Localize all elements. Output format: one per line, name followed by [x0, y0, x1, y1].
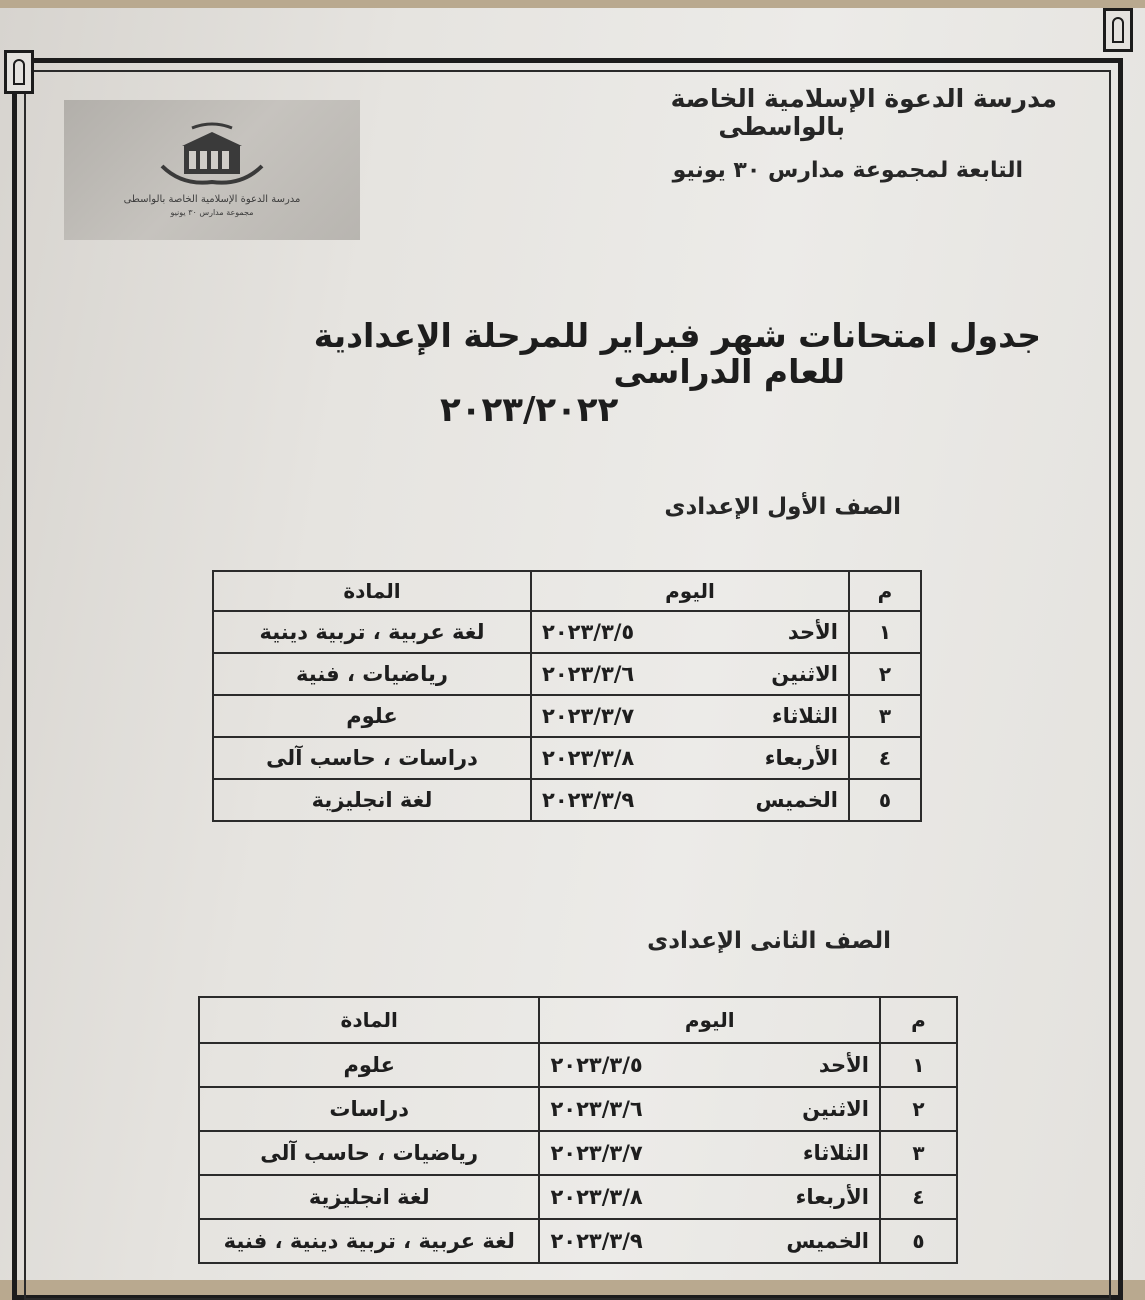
page-title: جدول امتحانات شهر فبراير للمرحلة الإعدادية: [313, 316, 1041, 355]
day-name: الأربعاء: [795, 1185, 869, 1209]
school-name: مدرسة الدعوة الإسلامية الخاصة: [670, 84, 1057, 113]
row-number: ٥: [880, 1219, 957, 1263]
school-logo: [64, 100, 360, 240]
row-subject: لغة عربية ، تربية دينية: [213, 611, 531, 653]
row-day: [539, 1175, 879, 1219]
border-corner-ornament-right: [1103, 8, 1133, 52]
row-subject: دراسات: [199, 1087, 539, 1131]
row-subject: علوم: [213, 695, 531, 737]
table-row: [213, 653, 921, 695]
row-number: ٢: [849, 653, 921, 695]
day-date: ٢٠٢٣/٣/٧: [550, 1141, 643, 1165]
row-day: [531, 611, 849, 653]
table-row: [213, 695, 921, 737]
day-name: الاثنين: [802, 1097, 869, 1121]
day-date: ٢٠٢٣/٣/٥: [542, 620, 635, 644]
row-subject: رياضيات ، فنية: [213, 653, 531, 695]
table-row: [213, 611, 921, 653]
table-row: [199, 1043, 957, 1087]
row-day: [539, 1087, 879, 1131]
header-day: اليوم: [539, 997, 879, 1043]
day-name: الثلاثاء: [771, 704, 838, 728]
day-date: ٢٠٢٣/٣/٨: [550, 1185, 643, 1209]
header-num: م: [849, 571, 921, 611]
table-row: [199, 1219, 957, 1263]
school-location: بالواسطى: [718, 112, 845, 141]
day-name: الأربعاء: [764, 746, 838, 770]
header-subject: المادة: [199, 997, 539, 1043]
row-subject: لغة انجليزية: [199, 1175, 539, 1219]
row-day: [539, 1131, 879, 1175]
day-date: ٢٠٢٣/٣/٦: [542, 662, 635, 686]
page-title-continued: للعام الدراسى: [613, 352, 845, 391]
day-date: ٢٠٢٣/٣/٩: [550, 1229, 643, 1253]
logo-subcaption: مجموعة مدارس ٣٠ يونيو: [170, 208, 254, 217]
row-subject: لغة انجليزية: [213, 779, 531, 821]
table-header-row: [199, 997, 957, 1043]
row-number: ٣: [880, 1131, 957, 1175]
day-date: ٢٠٢٣/٣/٩: [542, 788, 635, 812]
day-name: الخميس: [755, 788, 838, 812]
row-number: ٢: [880, 1087, 957, 1131]
grade1-title: الصف الأول الإعدادى: [664, 494, 901, 520]
border-corner-ornament-left: [4, 50, 34, 94]
table-header-row: [213, 571, 921, 611]
table-row: [199, 1087, 957, 1131]
school-building-logo-icon: [152, 122, 272, 192]
grade1-schedule-table: [212, 570, 922, 822]
header-subject: المادة: [213, 571, 531, 611]
academic-year: ٢٠٢٣/٢٠٢٢: [440, 390, 619, 430]
header-num: م: [880, 997, 957, 1043]
table-row: [213, 737, 921, 779]
row-number: ٣: [849, 695, 921, 737]
day-date: ٢٠٢٣/٣/٧: [542, 704, 635, 728]
table-row: [199, 1175, 957, 1219]
row-number: ٥: [849, 779, 921, 821]
grade2-title: الصف الثانى الإعدادى: [647, 928, 891, 954]
day-name: الخميس: [786, 1229, 869, 1253]
day-date: ٢٠٢٣/٣/٦: [550, 1097, 643, 1121]
row-subject: علوم: [199, 1043, 539, 1087]
day-name: الاثنين: [771, 662, 838, 686]
day-name: الأحد: [787, 620, 838, 644]
day-name: الثلاثاء: [802, 1141, 869, 1165]
row-number: ٤: [849, 737, 921, 779]
row-number: ١: [849, 611, 921, 653]
row-subject: رياضيات ، حاسب آلى: [199, 1131, 539, 1175]
row-day: [539, 1043, 879, 1087]
header-day: اليوم: [531, 571, 849, 611]
row-number: ١: [880, 1043, 957, 1087]
school-group: التابعة لمجموعة مدارس ٣٠ يونيو: [672, 158, 1023, 183]
row-day: [539, 1219, 879, 1263]
row-day: [531, 737, 849, 779]
row-number: ٤: [880, 1175, 957, 1219]
row-day: [531, 653, 849, 695]
grade2-schedule-table: [198, 996, 958, 1264]
day-date: ٢٠٢٣/٣/٥: [550, 1053, 643, 1077]
table-row: [199, 1131, 957, 1175]
row-day: [531, 779, 849, 821]
row-subject: دراسات ، حاسب آلى: [213, 737, 531, 779]
day-name: الأحد: [818, 1053, 869, 1077]
row-subject: لغة عربية ، تربية دينية ، فنية: [199, 1219, 539, 1263]
table-row: [213, 779, 921, 821]
row-day: [531, 695, 849, 737]
day-date: ٢٠٢٣/٣/٨: [542, 746, 635, 770]
logo-caption: مدرسة الدعوة الإسلامية الخاصة بالواسطى: [123, 194, 301, 205]
